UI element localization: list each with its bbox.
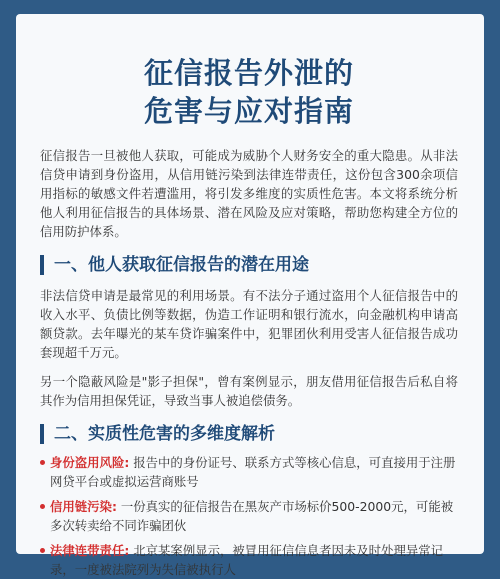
- title-line-1: 征信报告外泄的: [143, 56, 354, 90]
- bullet-dot-icon: [40, 504, 45, 509]
- list-item-term: 信用链污染:: [50, 499, 117, 514]
- section-1-paragraph-1: 非法信贷申请是最常见的利用场景。有不法分子通过盗用个人征信报告中的收入水平、负债比例等数据，伪造工作证明和银行流水，向金融机构申请高额贷款。去年曝光的某车贷诈骗案件中，犯罪团伙利用受害人征信报告成功套现超千万元。: [40, 288, 458, 360]
- section-heading-2: [40, 423, 458, 445]
- intro-paragraph: 征信报告一旦被他人获取，可能成为威胁个人财务安全的重大隐患。从非法信贷申请到身份盗用，从信用链污染到法律连带责任，这份包含300余项信用指标的敏感文件若遭滥用，将引发多维度的实质性危害。本文将系统分析他人利用征信报告的具体场景、潜在风险及应对策略，帮助您构建全方位的信用防护体系。: [40, 148, 458, 239]
- list-item: [40, 497, 458, 535]
- section-heading-2-text: 二、实质性危害的多维度解析: [54, 424, 275, 444]
- title-line-2: 危害与应对指南: [143, 94, 354, 128]
- heading-accent-bar: [40, 424, 44, 444]
- section-heading-1-text: 一、他人获取征信报告的潜在用途: [54, 255, 309, 275]
- list-item: [40, 453, 458, 491]
- harm-list: [40, 453, 458, 579]
- heading-accent-bar: [40, 255, 44, 275]
- list-item-term: 法律连带责任:: [50, 543, 130, 558]
- list-item: [40, 541, 458, 579]
- section-heading-1: [40, 254, 458, 276]
- list-item-term: 身份盗用风险:: [50, 455, 130, 470]
- section-1-paragraph-2: 另一个隐蔽风险是"影子担保"，曾有案例显示，朋友借用征信报告后私自将其作为信用担保凭证，导致当事人被追偿债务。: [40, 374, 458, 408]
- article-card: [16, 14, 484, 577]
- list-item-text: 报告中的身份证号、联系方式等核心信息，可直接用于注册网贷平台或虚拟运营商账号: [50, 455, 456, 489]
- bullet-dot-icon: [40, 460, 45, 465]
- bullet-dot-icon: [40, 548, 45, 553]
- page-title: [40, 54, 458, 130]
- list-item-text: 一份真实的征信报告在黑灰产市场标价500-2000元，可能被多次转卖给不同诈骗团伙: [50, 499, 454, 533]
- list-item-text: 北京某案例显示，被冒用征信信息者因未及时处理异常记录，一度被法院列为失信被执行人: [50, 543, 444, 577]
